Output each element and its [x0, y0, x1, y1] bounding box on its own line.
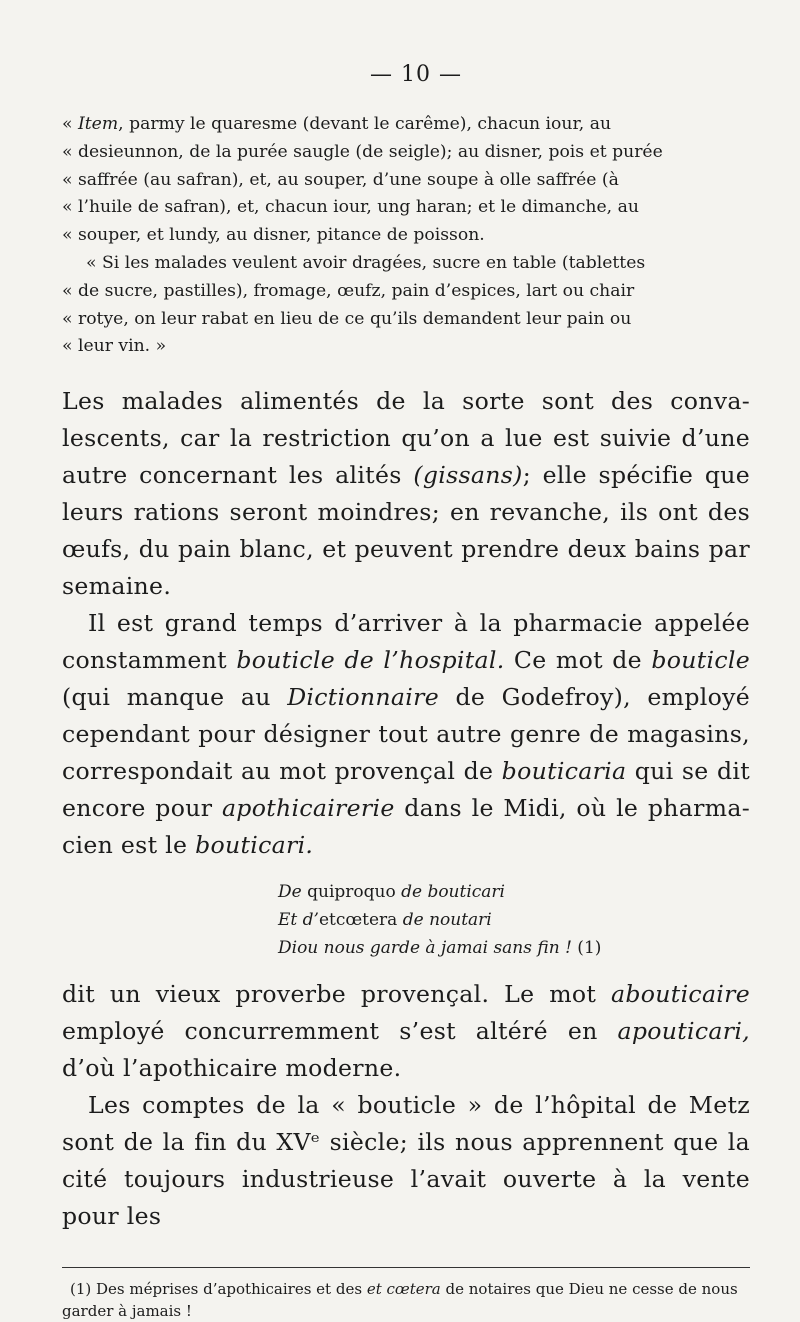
quote-line: « Item, parmy le quaresme (devant le carême), chacun iour, au	[62, 114, 612, 134]
quote-line: « l’huile de safran), et, chacun iour, ung haran; et le dimanche, au	[62, 197, 639, 218]
footnote	[62, 1278, 750, 1322]
italic-term: Et d’	[278, 910, 319, 931]
quote-line: « saffrée (au safran), et, au souper, d’une soupe à olle saffrée (à	[62, 169, 619, 190]
text-run: quiproquo	[301, 882, 402, 903]
text-run: employé concurremment s’est altéré en	[62, 1017, 618, 1046]
quote-line: « souper, et lundy, au disner, pitance de poisson.	[62, 225, 485, 246]
paragraph-pharmacie	[62, 605, 750, 864]
text-run: ; elle spécifie que leurs rations seront moindres; en revanche, ils ont des œufs, du pain blanc, et peuvent prendre deux bains par semaine.	[62, 461, 750, 601]
italic-term: apouticari,	[617, 1017, 750, 1046]
paragraph-proverbe	[62, 976, 750, 1087]
verse-line	[278, 934, 750, 962]
italic-term: abouticaire	[611, 980, 750, 1009]
italic-term: (gissans)	[413, 461, 523, 490]
text-run: (1) Des méprises d’apothicaires et des	[70, 1280, 367, 1299]
italic-term: bouticaria	[501, 757, 627, 786]
italic-term: de noutari	[397, 910, 492, 931]
text-run: d’où l’apothicaire moderne.	[62, 1054, 402, 1083]
quote-line: « de sucre, pastilles), fromage, œufz, pain d’espices, lart ou chair	[62, 280, 635, 301]
paragraph-malades	[62, 383, 750, 605]
verse-line	[278, 906, 750, 934]
text-run: etcœtera	[318, 910, 398, 931]
italic-term: apothicairerie	[221, 794, 395, 823]
text-run: qui se dit encore pour	[62, 757, 750, 823]
quoted-ordinance	[62, 111, 750, 361]
quote-italic-item: Item	[77, 114, 119, 134]
text-run: de notaires que Dieu ne cesse de nous garder à jamais !	[62, 1280, 738, 1321]
italic-term: et cœtera	[366, 1280, 441, 1299]
quote-line: « leur vin. »	[62, 336, 167, 357]
italic-term: bouticle	[651, 646, 750, 675]
footnote-ref: (1)	[571, 938, 602, 959]
quote-line: « desieunnon, de la purée saugle (de seigle); au disner, pois et purée	[62, 141, 663, 162]
provencal-verse	[278, 878, 750, 962]
paragraph-comptes: Les comptes de la « bouticle » de l’hôpital de Metz sont de la fin du XVᵉ siècle; ils nous apprennent que la cité toujours industrieuse l’avait ouverte à la vente pour les	[62, 1091, 750, 1231]
text-run: Ce mot de	[504, 646, 652, 675]
italic-term: Dictionnaire	[287, 683, 439, 712]
italic-term: bouticle de l’hospital.	[236, 646, 505, 675]
quote-line: « rotye, on leur rabat en lieu de ce qu’ils demandent leur pain ou	[62, 308, 632, 329]
italic-term: de bouticari	[401, 882, 505, 903]
verse-line	[278, 878, 750, 906]
text-run: dans le Midi, où le pharma-cien est le	[62, 794, 750, 860]
text-run: Les malades alimentés de la sorte sont des conva-lescents, car la restriction qu’on a lue est suivie d’une autre concernant les alités	[62, 387, 750, 490]
footnote-divider	[62, 1267, 750, 1268]
italic-term: De	[278, 882, 302, 903]
text-run: Il est grand temps d’arriver à la pharmacie appelée constamment	[62, 609, 750, 675]
text-run: (qui manque au	[62, 683, 288, 712]
page-number: — 10 —	[370, 62, 462, 87]
text-run: de Godefroy), employé cependant pour désigner tout autre genre de magasins, correspondait au mot provençal de	[62, 683, 750, 786]
text-run: dit un vieux proverbe provençal. Le mot	[62, 980, 612, 1009]
quote-line: « Si les malades veulent avoir dragées, sucre en table (tablettes	[86, 252, 646, 273]
italic-term: Diou nous garde à jamai sans fin !	[278, 938, 572, 959]
italic-term: bouticari.	[195, 831, 314, 860]
